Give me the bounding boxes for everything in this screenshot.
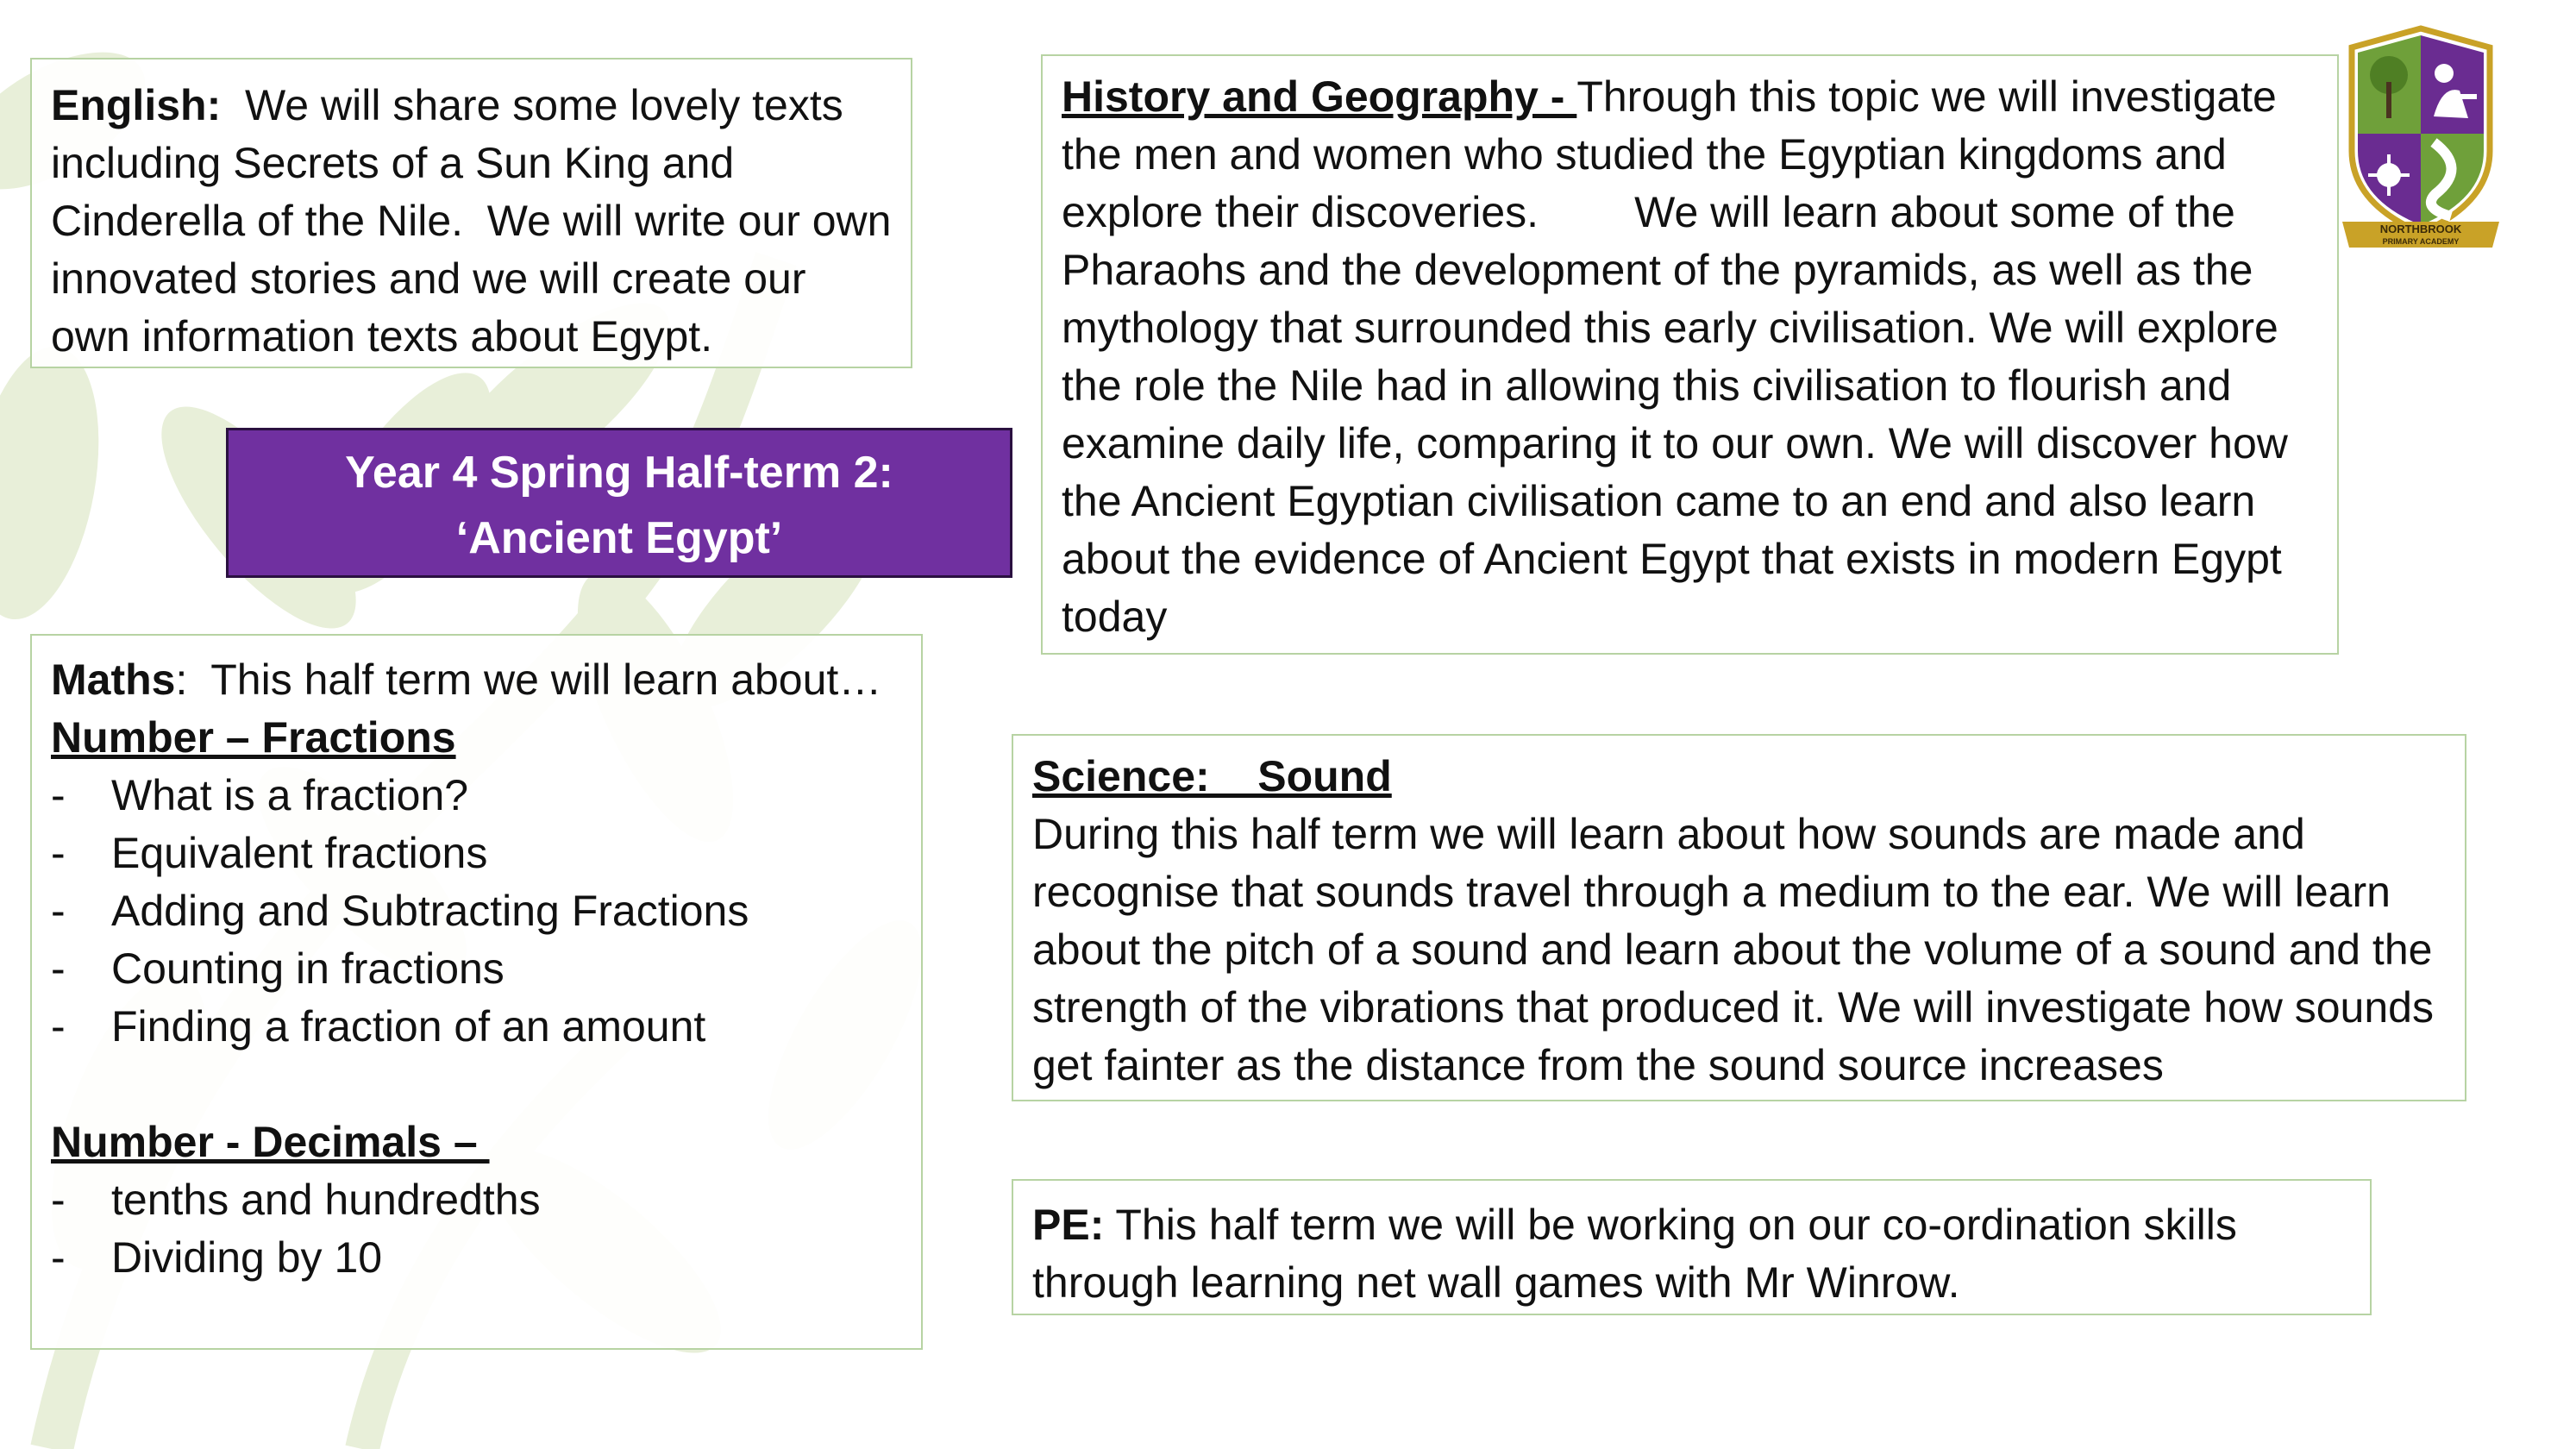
english-label: English: <box>51 81 222 129</box>
topic-title-line-1: Year 4 Spring Half-term 2: <box>345 448 893 498</box>
maths-intro-paragraph <box>51 651 902 709</box>
list-item: - Equivalent fractions <box>51 825 902 882</box>
decimals-list <box>51 1171 902 1287</box>
logo-school-name: NORTHBROOK <box>2379 223 2462 235</box>
fractions-list <box>51 767 902 1056</box>
english-text: We will share some lovely texts including Secrets of a Sun King and Cinderella of the Nile. We will write our own innovated stories and we will create our own information texts about Egypt. <box>51 81 904 361</box>
list-item: - What is a fraction? <box>51 767 902 825</box>
maths-intro: : This half term we will learn about… <box>175 656 882 704</box>
history-text: Through this topic we will investigate the men and women who studied the Egyptian kingdoms and explore their discoveries. We will learn about some of the Pharaohs and the development of the pyramids, as well as the mythology that surrounded this early civilisation. We will explore the role the Nile had in allowing this civilisation to flourish and examine daily life, comparing it to our own. We will discover how the Ancient Egyptian civilisation came to an end and also learn about the evidence of Ancient Egypt that exists in modern Egypt today <box>1062 72 2300 641</box>
history-label: History and Geography - <box>1062 72 1577 121</box>
spacer <box>51 1056 902 1113</box>
decimals-heading: Number - Decimals – <box>51 1118 490 1166</box>
fractions-heading: Number – Fractions <box>51 713 456 762</box>
maths-label: Maths <box>51 656 176 704</box>
science-text: During this half term we will learn about how sounds are made and recognise that sounds travel through a medium to the ear. We will learn about the pitch of a sound and learn about the volume of a sound and the strength of the vibrations that produced it. We will investigate how sounds get fainter as the distance from the sound source increases <box>1032 810 2434 1089</box>
history-geography-section <box>1041 54 2339 655</box>
list-item: - Finding a fraction of an amount <box>51 998 902 1056</box>
science-label: Science: Sound <box>1032 752 1392 800</box>
logo-school-subtitle: PRIMARY ACADEMY <box>2382 237 2460 246</box>
science-section <box>1012 734 2466 1101</box>
pe-label: PE: <box>1032 1201 1105 1249</box>
maths-section <box>30 634 923 1350</box>
history-paragraph <box>1062 68 2318 646</box>
pe-text: This half term we will be working on our co-ordination skills through learning net wall games with Mr Winrow. <box>1032 1201 2249 1307</box>
list-item: - Counting in fractions <box>51 940 902 998</box>
pe-paragraph <box>1032 1196 2351 1312</box>
english-section <box>30 58 912 368</box>
pe-section <box>1012 1179 2372 1315</box>
list-item: - Adding and Subtracting Fractions <box>51 882 902 940</box>
english-paragraph <box>51 77 904 366</box>
topic-title-line-2: ‘Ancient Egypt’ <box>455 513 783 563</box>
list-item: - tenths and hundredths <box>51 1171 902 1229</box>
school-crest-logo <box>2339 22 2503 272</box>
topic-title-banner <box>226 428 1012 578</box>
list-item: - Dividing by 10 <box>51 1229 902 1287</box>
